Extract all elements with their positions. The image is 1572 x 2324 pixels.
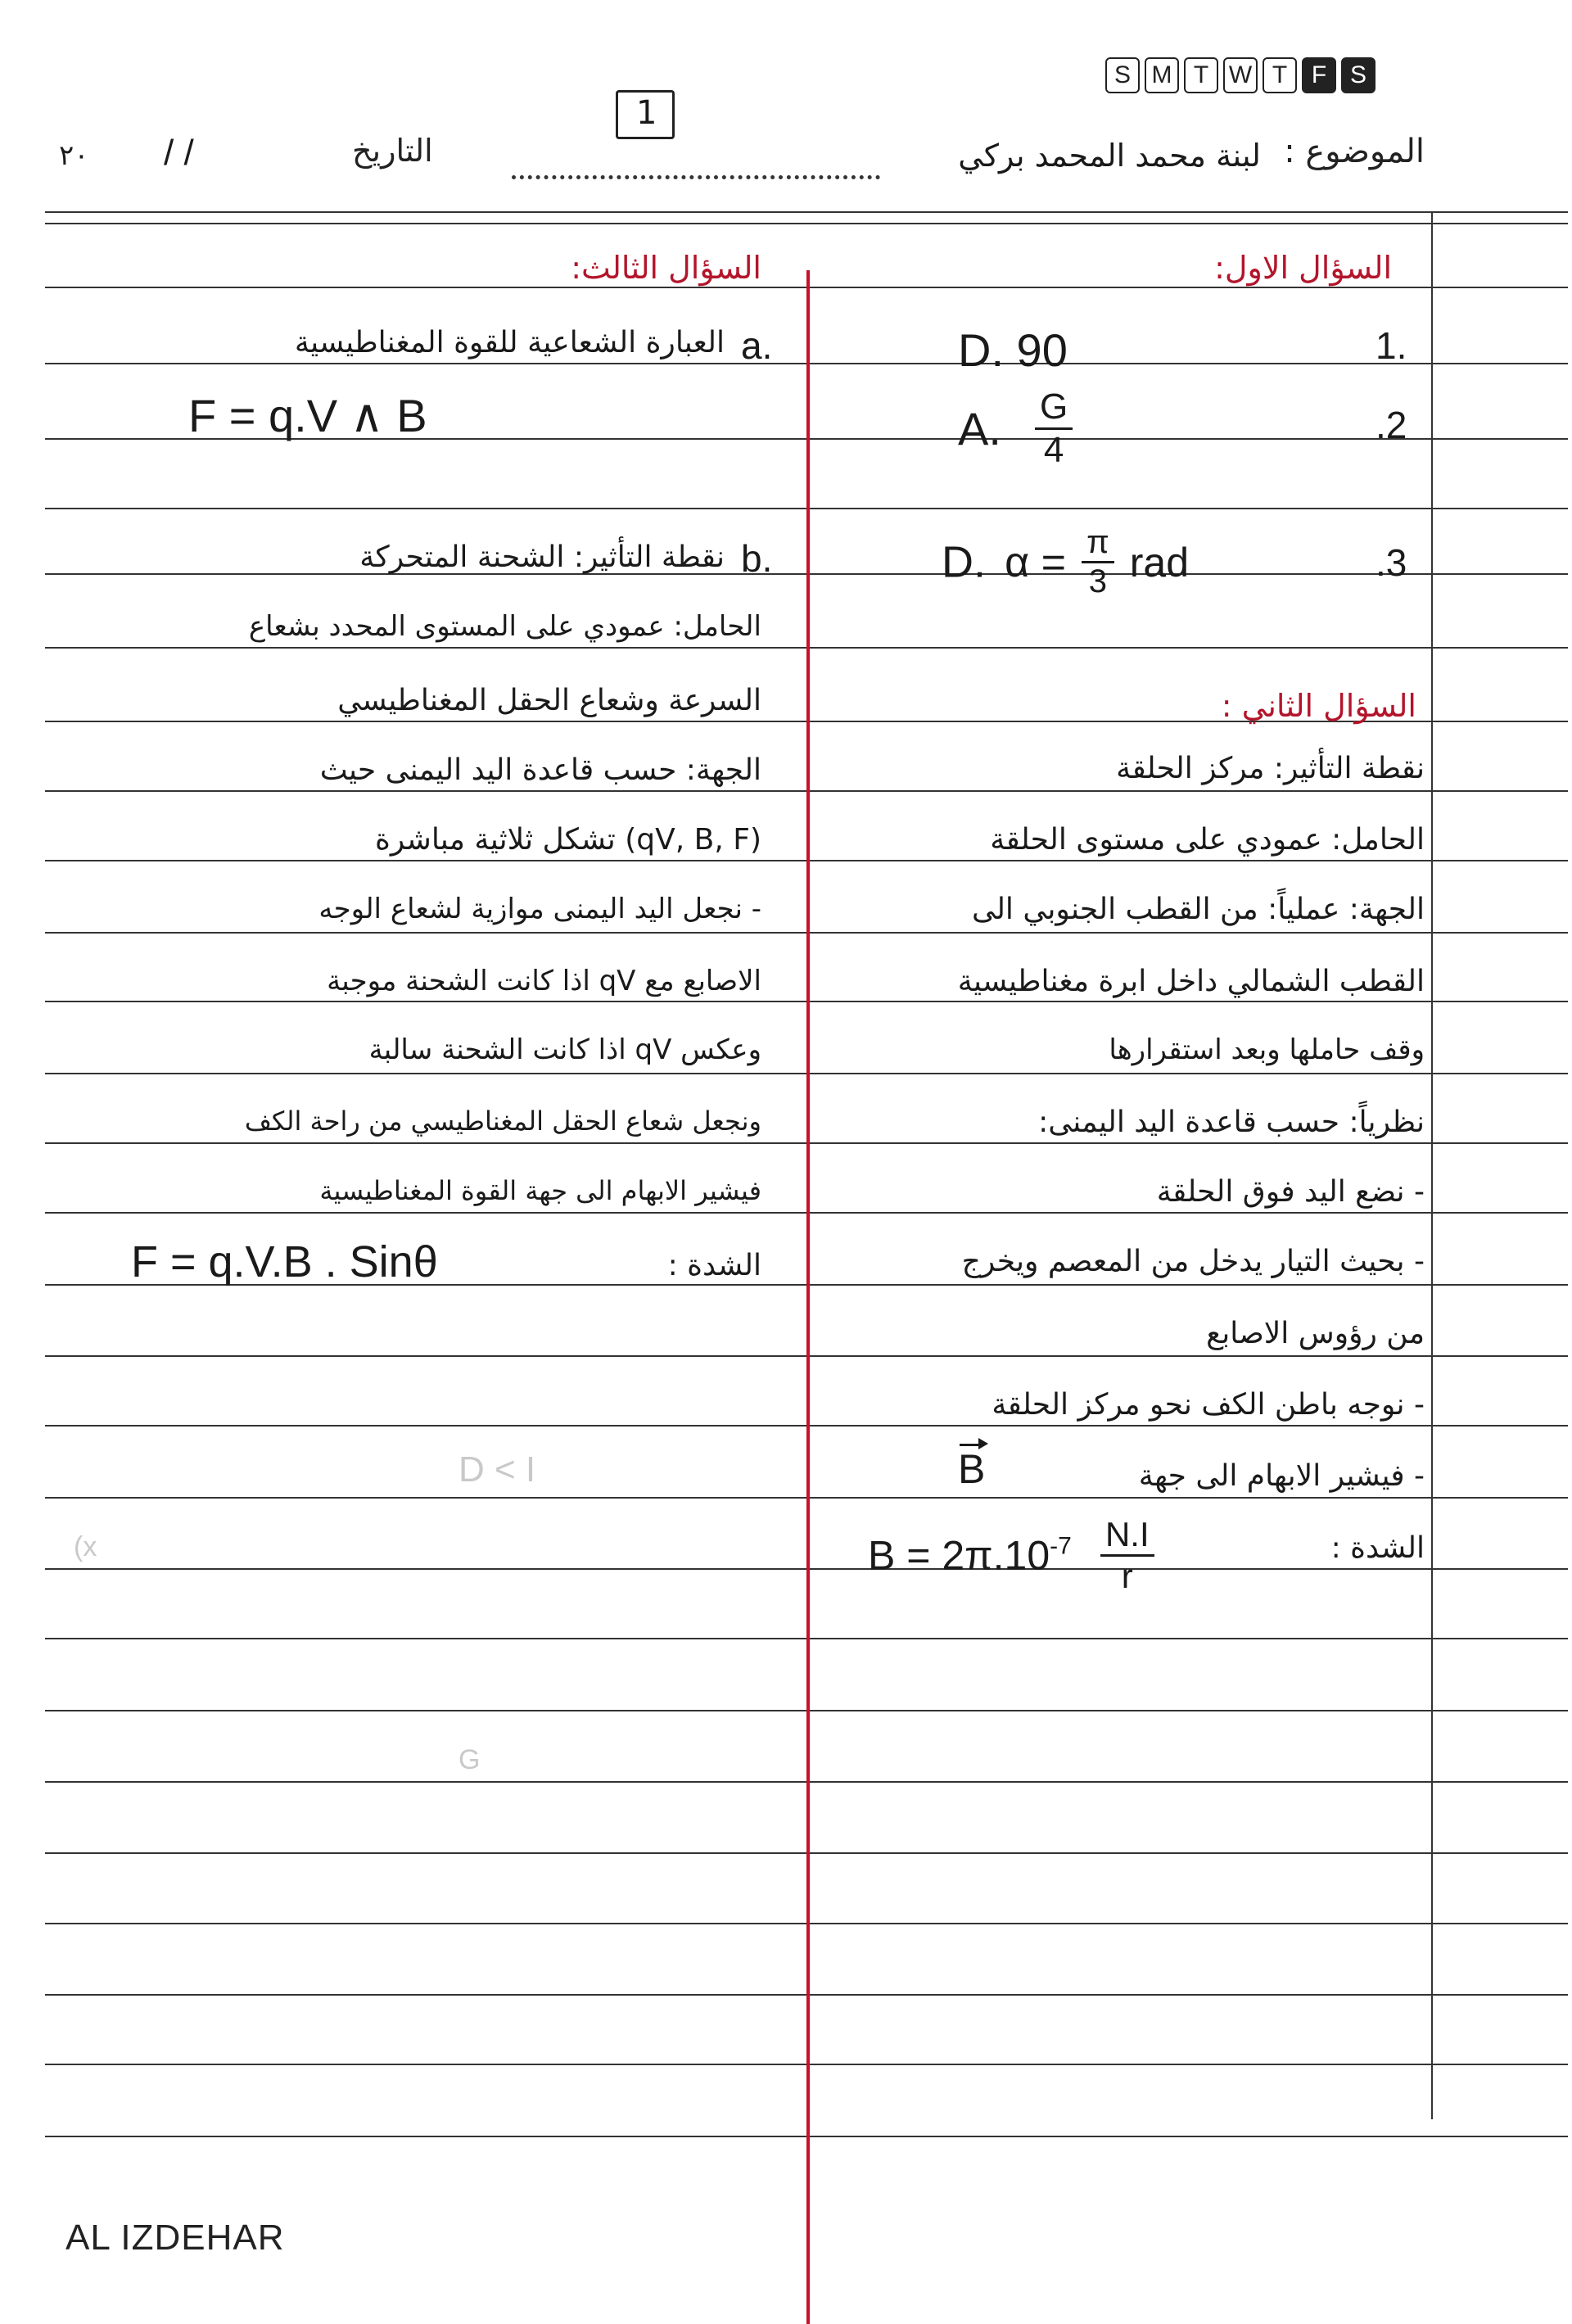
q2-line: الجهة: عملياً: من القطب الجنوبي الى — [971, 893, 1425, 926]
subject-value: لبنة محمد المحمد بركي — [958, 138, 1261, 174]
q3-b-line: الاصابع مع qV اذا كانت الشحنة موجبة — [327, 965, 761, 997]
q2-line: القطب الشمالي داخل ابرة مغناطيسية — [957, 965, 1425, 998]
brand-footer: AL IZDEHAR — [66, 2218, 285, 2258]
q3-a-label: a. — [741, 324, 773, 367]
fraction-numerator: N.I — [1100, 1515, 1154, 1557]
q3-b-line: الجهة: حسب قاعدة اليد اليمنى حيث — [319, 753, 761, 787]
week-days-strip — [1105, 57, 1376, 93]
day-box-tue: T — [1184, 57, 1218, 93]
q1-answer-3-letter: D. — [942, 537, 986, 587]
q1-answer-2-fraction — [1035, 387, 1073, 471]
q1-answer-3-unit: rad — [1129, 539, 1190, 586]
q1-answer-3-alpha: α = — [1005, 538, 1066, 586]
q1-answer-3-number: .3 — [1376, 541, 1407, 584]
date-label: التاريخ — [352, 133, 433, 169]
right-margin-line — [1431, 211, 1433, 2119]
date-year: ٢٠ — [59, 139, 89, 172]
header-rule — [45, 211, 1568, 213]
q1-answer-1-number: 1. — [1376, 324, 1407, 367]
q3-b-line: السرعة وشعاع الحقل المغناطيسي — [337, 684, 761, 717]
q3-title: السؤال الثالث: — [571, 250, 761, 286]
date-slashes: / / — [164, 133, 194, 173]
q1-answer-1: D. 90 — [958, 324, 1068, 376]
q3-b-line: ونجعل شعاع الحقل المغناطيسي من راحة الكف — [244, 1105, 761, 1137]
fraction-numerator: G — [1035, 387, 1073, 430]
q3-b-line: - نجعل اليد اليمنى موازية لشعاع الوجه — [318, 893, 761, 925]
subject-label: الموضوع : — [1284, 133, 1425, 170]
q3-intensity-label: الشدة : — [667, 1249, 761, 1282]
day-box-wed: W — [1223, 57, 1258, 93]
page-number-box — [616, 90, 675, 139]
center-margin-line — [806, 270, 810, 2324]
day-box-sun: S — [1105, 57, 1140, 93]
q2-line: - نوجه باطن الكف نحو مركز الحلقة — [992, 1388, 1425, 1422]
q2-line: نقطة التأثير: مركز الحلقة — [1116, 752, 1425, 785]
fraction-denominator: 4 — [1043, 430, 1064, 470]
q1-answer-2 — [958, 387, 1073, 471]
q3-b-line: وعكس qV اذا كانت الشحنة سالبة — [368, 1033, 761, 1066]
day-box-sat: S — [1341, 57, 1376, 93]
q3-b-line: فيشير الابهام الى جهة القوة المغناطيسية — [319, 1175, 761, 1206]
q1-title: السؤال الاول: — [1214, 250, 1392, 286]
q1-answer-2-letter: A. — [958, 403, 1001, 454]
subject-dotted-line — [512, 175, 880, 179]
fraction-denominator: 3 — [1088, 563, 1107, 599]
day-box-fri: F — [1302, 57, 1336, 93]
bleed-through-mark: D < I — [458, 1449, 536, 1490]
q2-formula — [868, 1515, 1154, 1596]
q3-b-line: (qV, B, F) تشكل ثلاثية مباشرة — [374, 823, 761, 857]
q2-formula-exponent: -7 — [1050, 1532, 1072, 1560]
q1-answer-3-fraction — [1082, 524, 1114, 600]
page-number: 1 — [636, 94, 657, 132]
bleed-through-mark: (x — [74, 1531, 97, 1562]
q2-line: الحامل: عمودي على مستوى الحلقة — [990, 823, 1425, 857]
vector-b-symbol: B — [958, 1446, 986, 1492]
q2-line: نظرياً: حسب قاعدة اليد اليمنى: — [1038, 1105, 1425, 1139]
q3-a-formula: F = q.V ∧ B — [188, 390, 427, 441]
q2-formula-left: B = 2π.10 — [868, 1532, 1050, 1579]
day-box-thu: T — [1263, 57, 1297, 93]
fraction-denominator: r — [1121, 1557, 1133, 1595]
q2-title: السؤال الثاني : — [1221, 688, 1416, 724]
q2-line: وقف حاملها وبعد استقرارها — [1109, 1033, 1425, 1066]
q1-answer-3 — [942, 524, 1189, 600]
q1-answer-2-number: .2 — [1376, 404, 1407, 446]
q3-b-line: نقطة التأثير: الشحنة المتحركة — [359, 540, 725, 574]
q3-b-formula: F = q.V.B . Sinθ — [131, 1237, 438, 1286]
q2-formula-fraction — [1100, 1515, 1154, 1596]
q2-vector-b — [958, 1445, 985, 1493]
day-box-mon: M — [1145, 57, 1179, 93]
q3-a-text: العبارة الشعاعية للقوة المغناطيسية — [294, 326, 725, 359]
q2-line: - بحيث التيار يدخل من المعصم ويخرج — [961, 1245, 1425, 1278]
q2-line: من رؤوس الاصابع — [1206, 1317, 1425, 1350]
q2-line: - نضع اليد فوق الحلقة — [1156, 1175, 1425, 1209]
bleed-through-mark: G — [458, 1744, 481, 1775]
q3-b-line: الحامل: عمودي على المستوى المحدد بشعاع — [248, 610, 761, 643]
q2-intensity-label: الشدة : — [1330, 1531, 1425, 1565]
q3-b-label: b. — [741, 537, 773, 580]
header-rule-double — [45, 223, 1568, 224]
q2-line: - فيشير الابهام الى جهة — [1138, 1459, 1425, 1493]
fraction-numerator: π — [1082, 524, 1114, 563]
